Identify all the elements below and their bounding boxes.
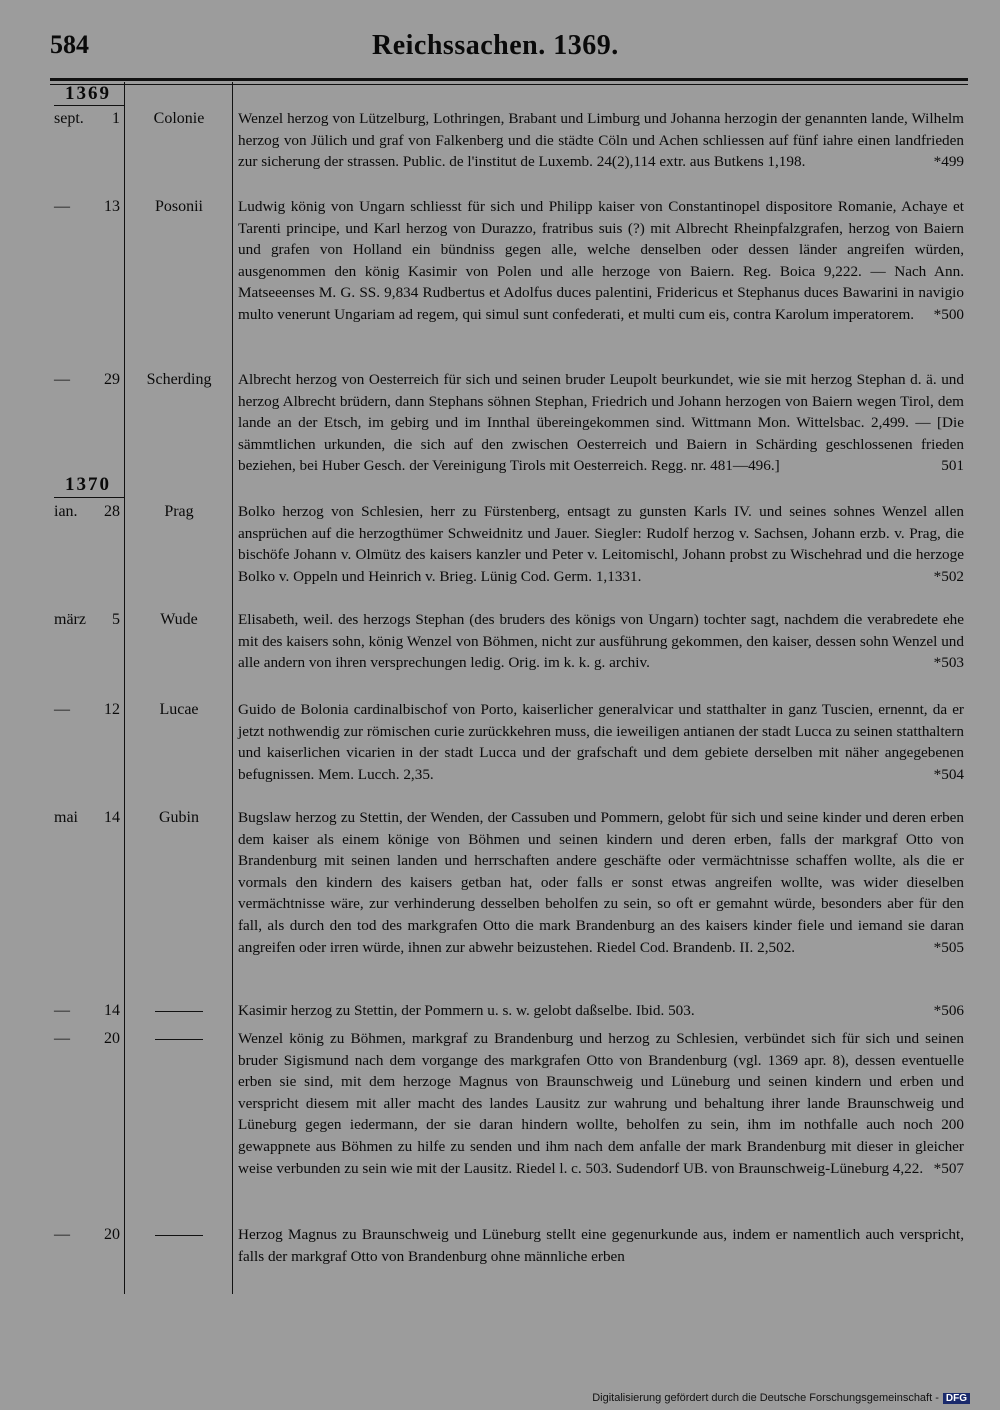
entry-day: 28	[104, 503, 120, 520]
entry-place: Colonie	[153, 110, 205, 127]
entry-ref: 501	[941, 457, 964, 475]
entry-text	[238, 1000, 964, 1022]
entry-ref: *499	[933, 153, 964, 171]
place-ditto-rule	[155, 1235, 203, 1236]
page-title: Reichssachen. 1369.	[372, 30, 619, 61]
entry-body: Kasimir herzog zu Stettin, der Pommern u. s. w. gelobt daßselbe. Ibid. 503.	[238, 1002, 695, 1019]
entry-date	[54, 611, 120, 629]
entry-month: —	[54, 198, 70, 215]
footer-text: Digitalisierung gefördert durch die Deutsche Forschungsgemeinschaft -	[592, 1392, 939, 1404]
year-label-1370: 1370	[65, 474, 111, 495]
entry-place: Posonii	[154, 198, 203, 215]
entry-body: Wenzel könig zu Böhmen, markgraf zu Brandenburg und herzog zu Schlesien, verbündet sich für sich und seinen bruder Sigismund nach dem vorgange des markgrafen Otto von Brandenburg (vgl. 1369 apr. 8), dessen eventuelle erben sie sind, mit dem herzoge Magnus von Braunschweig und Lüneburg und seinen kindern und erben und verspricht diesem mit aller macht des landes Lausitz zur wahrung und behaltung ihrer lande Braunschweig und Lüneburg gegen iedermann, der sie daran hindern wollte, beholfen zu sein, ihm im nothfalle auch noch 200 gewappnete aus Böhmen zu hilfe zu senden und ihm nach dem anfalle der mark Brandenburg mit dieser in gleicher weise verbunden zu sein wie mit der Lausitz. Riedel l. c. 503. Sudendorf UB. von Braunschweig-Lüneburg 4,22.	[238, 1030, 964, 1177]
page-header	[0, 0, 1000, 80]
entry-place: Wude	[160, 611, 198, 628]
entry-body: Bolko herzog von Schlesien, herr zu Fürstenberg, entsagt zu gunsten Karls IV. und seines sohnes Wenzel allen ansprüchen auf die herzogthümer Schweidnitz und Jauer. Siegler: Rudolf herzog v. Sachsen, Johann erzb. v. Prag, die bischöfe Johann v. Olmütz des kaisers kanzler und Peter v. Leitomischl, Johann probst zu Wischehrad und die herzoge Bolko v. Oppeln und Heinrich v. Brieg. Lünig Cod. Germ. 1,1331.	[238, 503, 964, 585]
entry-text	[238, 501, 964, 587]
entry-place: Scherding	[146, 371, 212, 388]
entry-text	[238, 196, 964, 326]
dfg-logo-icon: DFG	[943, 1393, 970, 1404]
entry-place: Prag	[164, 503, 194, 520]
place-ditto-rule	[155, 1011, 203, 1012]
entry-date	[54, 371, 120, 389]
entry-day: 1	[112, 110, 120, 127]
entry-body: Ludwig könig von Ungarn schliesst für sich und Philipp kaiser von Constantinopel dispositore Romanie, Achaye et Tarenti principe, und Karl herzog von Durazzo, fratribus suis (?) mit Albrecht Rheinpfalzgrafen, herzog von Baiern und grafen von Holland ein bündniss gegen alle, welche denselben oder dessen länder angreifen würden, ausgenommen den könig Kasimir von Polen und alle herzoge von Baiern. Reg. Boica 9,222. — Nach Ann. Matseeenses M. G. SS. 9,834 Rudbertus et Adolfus duces palentini, Fridericus et Stephanus duces Bawarini in navigio multo venerunt Ungariam ad regem, qui simul sunt confederati, et multi cum eis, contra Karolum imperatorem.	[238, 198, 964, 323]
entry-date	[54, 1226, 120, 1244]
entry-month: —	[54, 1226, 70, 1243]
column-divider-date	[124, 82, 125, 1294]
footer-credit	[592, 1392, 970, 1404]
entry-month: ian.	[54, 503, 78, 520]
entry-ref: *500	[933, 305, 964, 323]
header-rule	[50, 78, 968, 81]
entry-body: Albrecht herzog von Oesterreich für sich und seinen bruder Leupolt beurkundet, wie sie mit herzog Stephan d. ä. und herzog Albrecht brüdern, dann Stephans söhnen Stephan, Friedrich und Johann herzogen von Baiern wegen Tirol, dem lande an der Etsch, im gebirg und im Innthal übereingekommen sind. Wittmann Mon. Wittelsbac. 2,499. — [Die sämmtlichen urkunden, die sich auf den zwischen Oesterreich und Baiern in Schärding geschlossenen frieden beziehen, bei Huber Gesch. der Vereinigung Tirols mit Oesterreich. Regg. nr. 481—496.]	[238, 371, 964, 475]
entry-text	[238, 609, 964, 674]
entry-text	[238, 1224, 964, 1267]
entry-ref: *507	[933, 1159, 964, 1177]
entry-month: —	[54, 1002, 70, 1019]
entry-month: märz	[54, 611, 86, 628]
entry-day: 20	[104, 1030, 120, 1047]
entry-date	[54, 503, 120, 521]
entry-date	[54, 1002, 120, 1020]
entry-ref: *504	[933, 765, 964, 783]
entry-body: Guido de Bolonia cardinalbischof von Porto, kaiserlicher generalvicar und statthalter in ganz Tuscien, ernennt, da er jetzt nothwendig zur römischen curie zurückkehren muss, die ieweiligen antianen der stadt Lucca zu seinen statthaltern und kaiserlichen vicarien in der stadt Lucca und der grafschaft und dem gebiete derselben mit näher angegebenen befugnissen. Mem. Lucch. 2,35.	[238, 701, 964, 783]
entry-date	[54, 110, 120, 128]
entry-day: 14	[104, 809, 120, 826]
entry-date	[54, 809, 120, 827]
entry-text	[238, 1028, 964, 1179]
entry-month: —	[54, 371, 70, 388]
entry-ref: *505	[933, 938, 964, 956]
entry-day: 13	[104, 198, 120, 215]
entry-body: Wenzel herzog von Lützelburg, Lothringen, Brabant und Limburg und Johanna herzogin der genannten lande, Wilhelm herzog von Jülich und graf von Falkenberg und die städte Cöln und Achen schliessen auf fünf iahre einen landfrieden zur sicherung der strassen. Public. de l'institut de Luxemb. 24(2),114 extr. aus Butkens 1,198.	[238, 110, 964, 171]
entry-day: 29	[104, 371, 120, 388]
entry-text	[238, 369, 964, 477]
entry-month: —	[54, 701, 70, 718]
entry-place: Gubin	[159, 809, 199, 826]
entry-day: 20	[104, 1226, 120, 1243]
entry-place: Lucae	[159, 701, 199, 718]
entry-body: Elisabeth, weil. des herzogs Stephan (des bruders des königs von Ungarn) tochter sagt, nachdem die verabredete ehe mit des kaisers sohn, könig Wenzel von Böhmen, nicht zur ausführung gekommen, den kaiser, dessen sohn Wenzel und alle andern von ihren versprechungen ledig. Orig. im k. k. g. archiv.	[238, 611, 964, 672]
entry-month: sept.	[54, 110, 84, 127]
page-number: 584	[50, 30, 89, 59]
year-label-1369: 1369	[65, 83, 111, 104]
entry-date	[54, 701, 120, 719]
entry-text	[238, 108, 964, 173]
place-ditto-rule	[155, 1039, 203, 1040]
year-rule	[54, 497, 124, 498]
header-rule-thin	[50, 84, 968, 85]
entry-date	[54, 1030, 120, 1048]
entry-body: Herzog Magnus zu Braunschweig und Lüneburg stellt eine gegenurkunde aus, indem er namentlich auch verspricht, falls der markgraf Otto von Brandenburg ohne männliche erben	[238, 1226, 964, 1265]
column-divider-place	[232, 82, 233, 1294]
entry-month: —	[54, 1030, 70, 1047]
entry-day: 12	[104, 701, 120, 718]
entry-day: 5	[112, 611, 120, 628]
entry-ref: *502	[933, 567, 964, 585]
entry-text	[238, 699, 964, 785]
year-rule	[54, 105, 124, 106]
entry-ref: *503	[933, 654, 964, 672]
entry-text	[238, 807, 964, 958]
entry-body: Bugslaw herzog zu Stettin, der Wenden, der Cassuben und Pommern, gelobt für sich und seine kinder und deren erben dem kaiser als einem könige von Böhmen und seinen kindern und deren erben, falls der markgraf Otto von Brandenburg mit seinen landen und herrschaften andere geschäfte oder vermächtnisse schaffen wollte, als die er vormals den kindern des kaisers getban hat, oder falls er sonst etwas angreifen wollte, was wider dieselben vermächtnisse wäre, zur verhinderung desselben beholfen zu sein, so oft er gemahnt würde, besonders aber für den fall, als durch den tod des markgrafen Otto die mark Brandenburg an des kaisers kinder fiele und iemand sie daran angreifen oder irren würde, ihnen zur abwehr beizustehen. Riedel Cod. Brandenb. II. 2,502.	[238, 809, 964, 956]
entry-date	[54, 198, 120, 216]
entry-month: mai	[54, 809, 78, 826]
entry-day: 14	[104, 1002, 120, 1019]
entry-ref: *506	[933, 1002, 964, 1019]
